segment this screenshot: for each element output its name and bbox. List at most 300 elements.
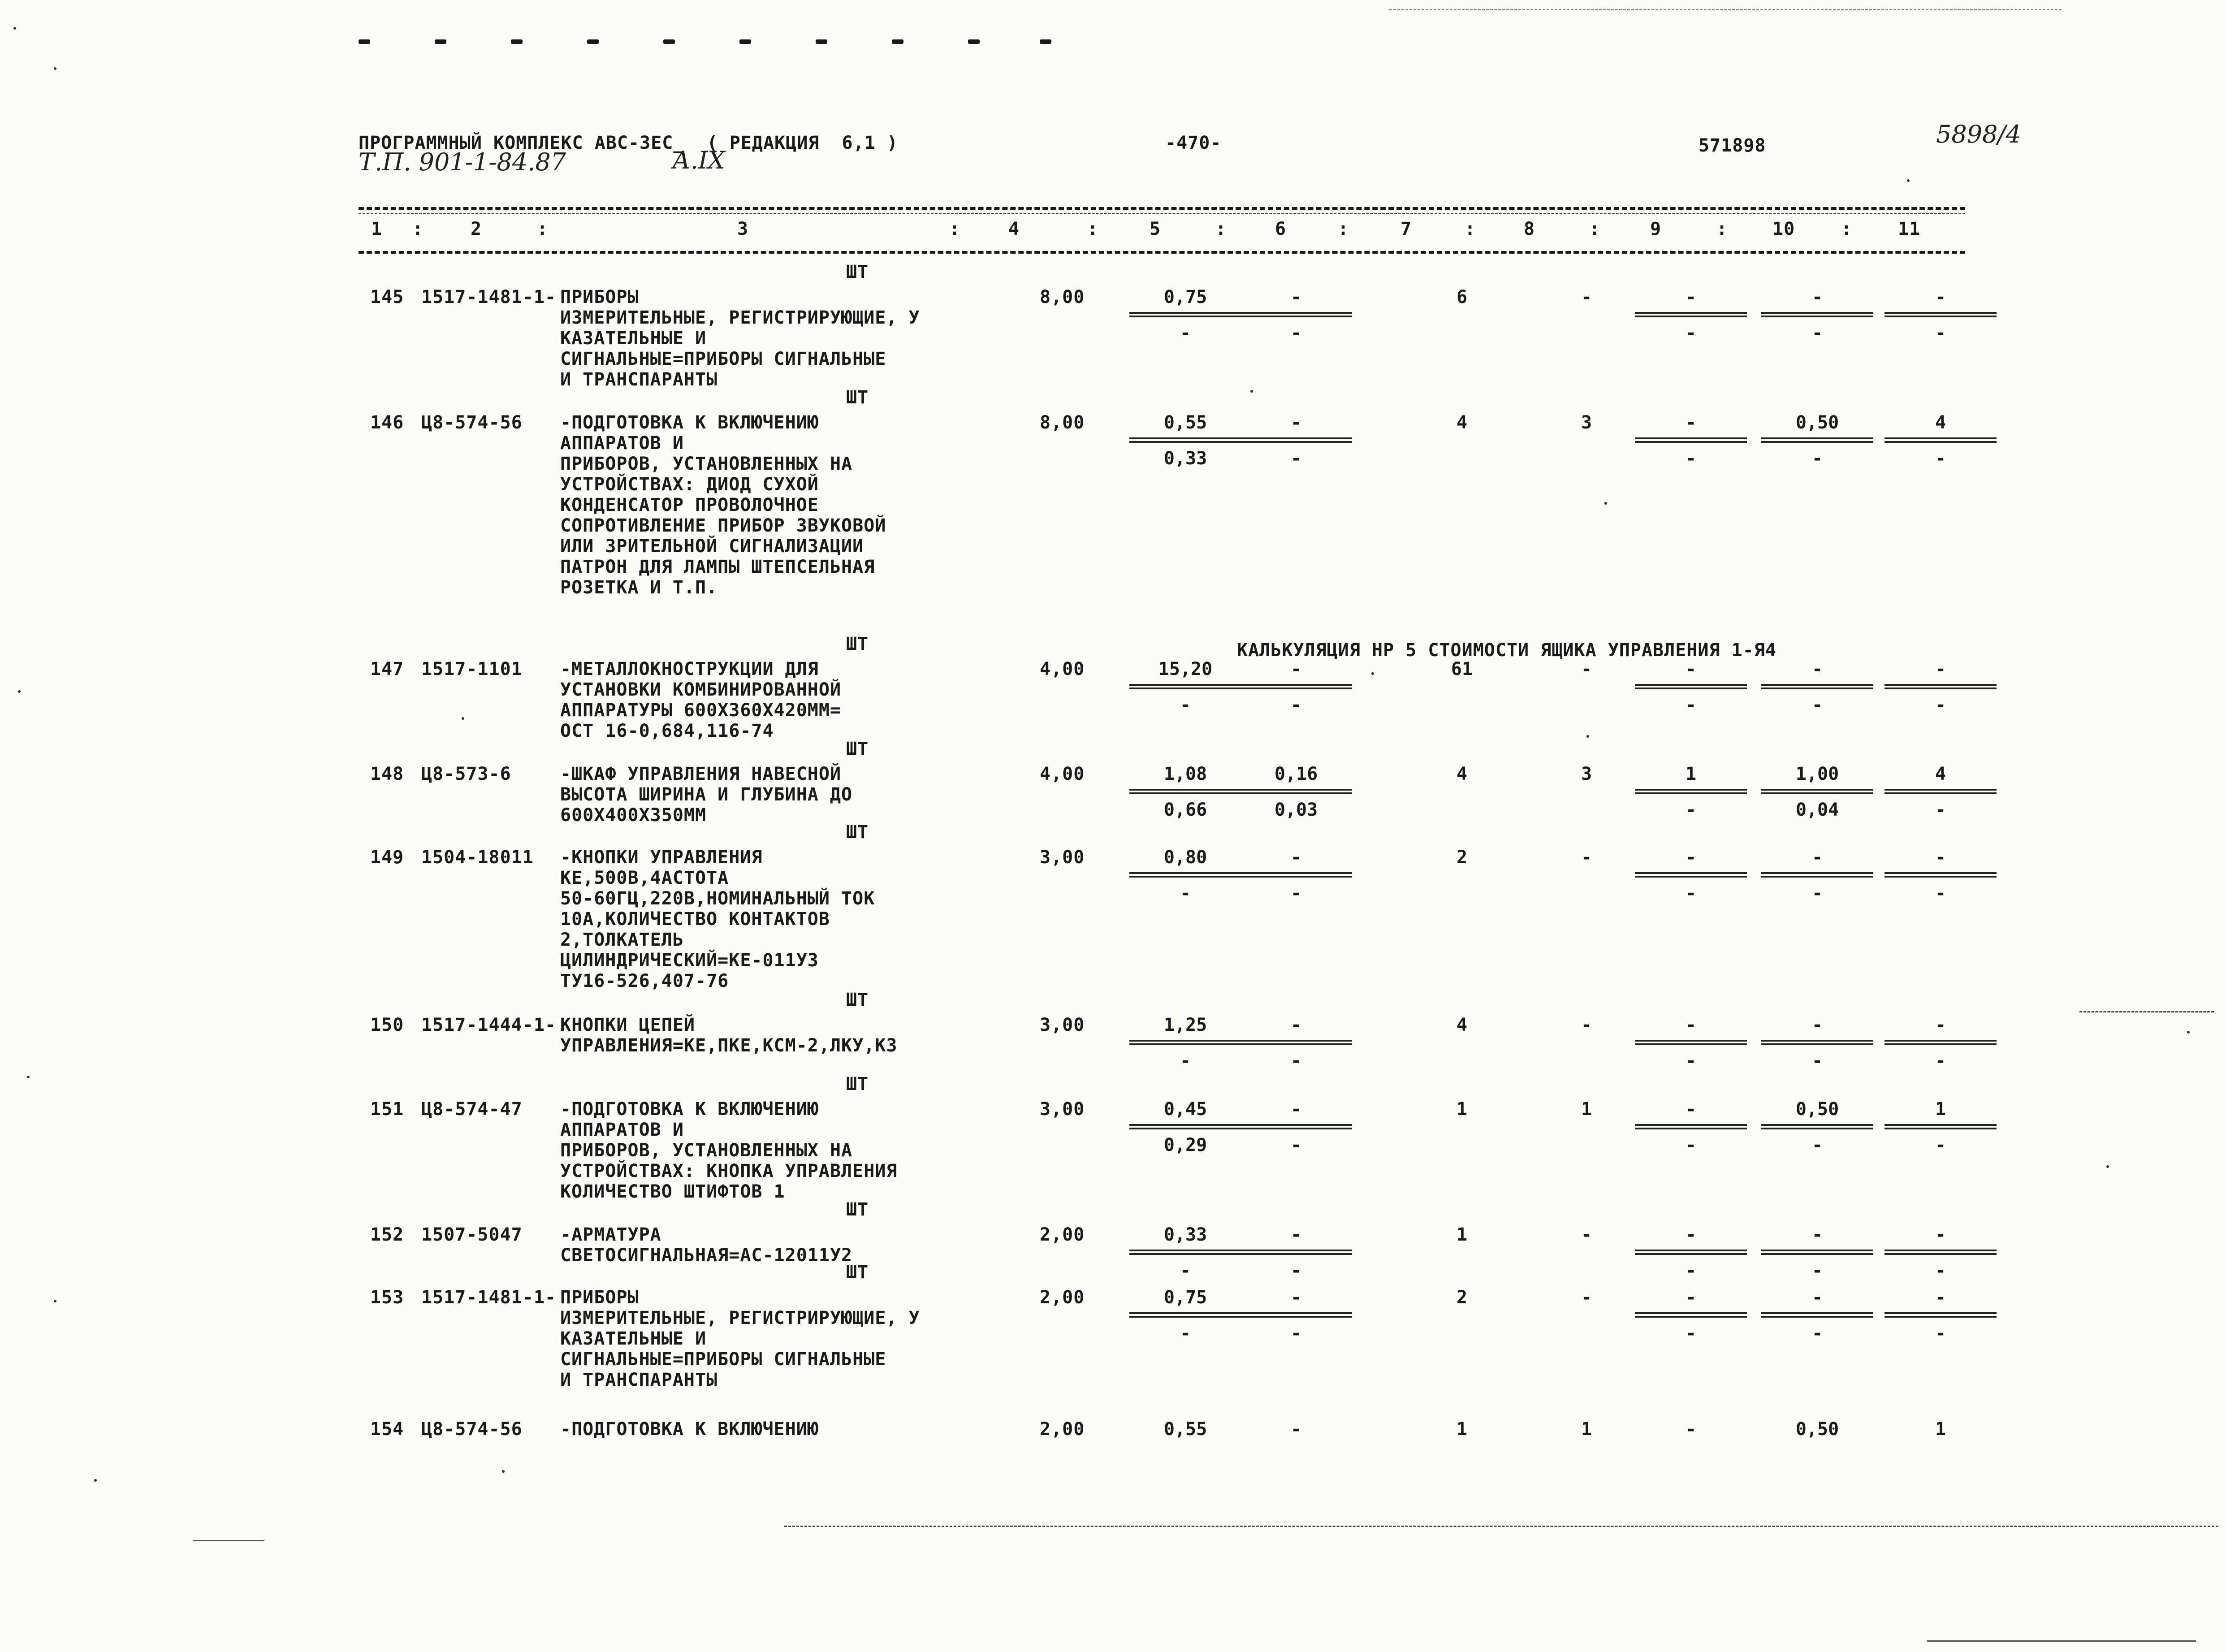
cell-underline: [1885, 1040, 1997, 1042]
col5-value-secondary: 0,33: [1163, 448, 1207, 469]
item-quantity: 2,00: [1040, 1419, 1085, 1440]
column-header: 11: [1898, 219, 1921, 239]
cell-underline: [1761, 1250, 1873, 1251]
cell-underline: [1240, 876, 1352, 878]
item-number: 147: [370, 659, 404, 679]
item-unit: ШТ: [846, 739, 869, 759]
cell-underline: [1761, 1316, 1873, 1318]
cell-underline: [1635, 688, 1747, 689]
col9-value-secondary: -: [1685, 1135, 1697, 1155]
cell-underline: [1635, 441, 1747, 443]
col6-value-secondary: -: [1290, 1323, 1302, 1344]
column-header: 4: [1008, 219, 1020, 239]
col10-value-secondary: 0,04: [1795, 800, 1839, 820]
col11-value-secondary: -: [1935, 323, 1946, 343]
col11-value: -: [1935, 847, 1946, 868]
cell-underline: [1129, 876, 1241, 878]
item-code: Ц8-574-56: [421, 1419, 523, 1440]
cell-underline: [1635, 792, 1747, 794]
cell-underline: [1885, 876, 1997, 878]
column-separator: :: [1589, 219, 1601, 239]
cell-underline: [1885, 872, 1997, 874]
col11-value: 4: [1935, 412, 1946, 433]
column-separator: :: [1087, 219, 1099, 239]
col8-value: 1: [1581, 1419, 1592, 1440]
item-code: Ц8-573-6: [421, 764, 511, 784]
item-description-line: КАЗАТЕЛЬНЫЕ И: [560, 1328, 707, 1349]
cell-underline: [1129, 312, 1241, 314]
column-header: 3: [737, 219, 749, 239]
item-description-line: 2,ТОЛКАТЕЛЬ: [560, 930, 684, 950]
item-description-line: УСТРОЙСТВАХ: КНОПКА УПРАВЛЕНИЯ: [560, 1161, 898, 1181]
item-description-line: СВЕТОСИГНАЛЬНАЯ=АС-12011У2: [560, 1245, 853, 1266]
col6-value-secondary: -: [1290, 883, 1302, 904]
col11-value: -: [1935, 1224, 1946, 1245]
item-description-line: -МЕТАЛЛОКНОСТРУКЦИИ ДЛЯ: [560, 659, 819, 679]
item-description-line: АППАРАТОВ И: [560, 433, 684, 454]
item-quantity: 3,00: [1040, 847, 1085, 868]
cell-underline: [1129, 316, 1241, 317]
col9-value: -: [1685, 1099, 1697, 1120]
header-rule-top-2: [359, 213, 1965, 214]
item-description-line: СИГНАЛЬНЫЕ=ПРИБОРЫ СИГНАЛЬНЫЕ: [560, 349, 886, 369]
cell-underline: [1635, 684, 1747, 686]
cell-underline: [1761, 1128, 1873, 1129]
cell-underline: [1240, 1312, 1352, 1314]
column-separator: :: [1465, 219, 1476, 239]
col6-value: -: [1290, 1287, 1302, 1308]
cell-underline: [1885, 789, 1997, 791]
col5-value: 0,45: [1163, 1099, 1207, 1120]
cell-underline: [1240, 316, 1352, 317]
item-description-line: И ТРАНСПАРАНТЫ: [560, 369, 718, 390]
col11-value-secondary: -: [1935, 1135, 1946, 1155]
cell-underline: [1129, 1312, 1241, 1314]
cell-underline: [1240, 688, 1352, 689]
item-code: 1504-18011: [421, 847, 534, 868]
item-description-line: ПАТРОН ДЛЯ ЛАМПЫ ШТЕПСЕЛЬНАЯ: [560, 557, 875, 577]
cell-underline: [1635, 1040, 1747, 1042]
cell-underline: [1635, 1043, 1747, 1045]
col8-value: -: [1581, 847, 1592, 868]
cell-underline: [1761, 1312, 1873, 1314]
col5-value-secondary: -: [1180, 1323, 1191, 1344]
col6-value: 0,16: [1274, 764, 1318, 784]
item-description-line: КОНДЕНСАТОР ПРОВОЛОЧНОЕ: [560, 495, 819, 515]
item-code: 1517-1481-1-: [421, 1287, 556, 1308]
item-description-line: УПРАВЛЕНИЯ=КЕ,ПКЕ,КСМ-2,ЛКУ,КЗ: [560, 1035, 898, 1056]
column-separator: :: [1841, 219, 1853, 239]
handwritten-album: А.IX: [672, 146, 725, 174]
col9-value-secondary: -: [1685, 1323, 1697, 1344]
column-header: 8: [1524, 219, 1535, 239]
col8-value: -: [1581, 287, 1592, 307]
item-unit: ШТ: [846, 822, 869, 843]
cell-underline: [1240, 789, 1352, 791]
item-quantity: 4,00: [1040, 764, 1085, 784]
col5-value: 0,75: [1163, 287, 1207, 307]
cell-underline: [1761, 872, 1873, 874]
item-description-line: РОЗЕТКА И Т.П.: [560, 577, 718, 598]
col7-value: 4: [1456, 764, 1468, 784]
item-code: 1517-1101: [421, 659, 523, 679]
col10-value: -: [1811, 1015, 1823, 1035]
item-number: 150: [370, 1015, 404, 1035]
cell-underline: [1761, 1043, 1873, 1045]
col5-value-secondary: -: [1180, 883, 1191, 904]
cell-underline: [1635, 1124, 1747, 1126]
col10-value: -: [1811, 1224, 1823, 1245]
item-number: 146: [370, 412, 404, 433]
cell-underline: [1885, 1128, 1997, 1129]
cell-underline: [1129, 789, 1241, 791]
col7-value: 1: [1456, 1419, 1468, 1440]
column-header: 10: [1772, 219, 1795, 239]
col9-value-secondary: -: [1685, 448, 1697, 469]
cell-underline: [1761, 441, 1873, 443]
page-number: -470-: [1165, 133, 1222, 153]
col7-value: 4: [1456, 1015, 1468, 1035]
cell-underline: [1129, 1253, 1241, 1255]
col11-value: -: [1935, 287, 1946, 307]
cell-underline: [1885, 1312, 1997, 1314]
col10-value-secondary: -: [1811, 1260, 1823, 1281]
cell-underline: [1761, 684, 1873, 686]
cell-underline: [1635, 872, 1747, 874]
col5-value-secondary: -: [1180, 1051, 1191, 1071]
item-number: 152: [370, 1224, 404, 1245]
item-code: 1507-5047: [421, 1224, 523, 1245]
cell-underline: [1885, 1316, 1997, 1318]
column-separator: :: [412, 219, 424, 239]
item-description-line: -ПОДГОТОВКА К ВКЛЮЧЕНИЮ: [560, 412, 819, 433]
item-quantity: 2,00: [1040, 1287, 1085, 1308]
col6-value: -: [1290, 1224, 1302, 1245]
item-description-line: КНОПКИ ЦЕПЕЙ: [560, 1015, 695, 1035]
cell-underline: [1129, 684, 1241, 686]
cell-underline: [1635, 789, 1747, 791]
item-description-line: ИЗМЕРИТЕЛЬНЫЕ, РЕГИСТРИРУЮЩИЕ, У: [560, 1308, 920, 1328]
col6-value-secondary: -: [1290, 1051, 1302, 1071]
cell-underline: [1885, 1043, 1997, 1045]
cell-underline: [1885, 1250, 1997, 1251]
col8-value: -: [1581, 1015, 1592, 1035]
item-code: Ц8-574-47: [421, 1099, 523, 1120]
col9-value-secondary: -: [1685, 1260, 1697, 1281]
header-rule-top: [359, 207, 1965, 210]
col5-value: 1,08: [1163, 764, 1207, 784]
cell-underline: [1240, 1128, 1352, 1129]
cell-underline: [1240, 1316, 1352, 1318]
item-description-line: -ШКАФ УПРАВЛЕНИЯ НАВЕСНОЙ: [560, 764, 842, 784]
cell-underline: [1761, 1124, 1873, 1126]
item-quantity: 8,00: [1040, 287, 1085, 307]
col5-value-secondary: -: [1180, 323, 1191, 343]
document-code: 571898: [1699, 135, 1766, 156]
col10-value: 0,50: [1795, 1419, 1839, 1440]
col10-value-secondary: -: [1811, 448, 1823, 469]
col8-value: -: [1581, 1224, 1592, 1245]
col10-value: -: [1811, 1287, 1823, 1308]
cell-underline: [1885, 441, 1997, 443]
col11-value: 1: [1935, 1099, 1946, 1120]
cell-underline: [1885, 792, 1997, 794]
col10-value: 0,50: [1795, 1099, 1839, 1120]
cell-underline: [1635, 1312, 1747, 1314]
col9-value: -: [1685, 1015, 1697, 1035]
col5-value: 0,80: [1163, 847, 1207, 868]
cell-underline: [1885, 688, 1997, 689]
right-edge-mark: [2079, 1011, 2214, 1012]
item-unit: ШТ: [846, 1262, 869, 1283]
item-quantity: 3,00: [1040, 1015, 1085, 1035]
cell-underline: [1635, 316, 1747, 317]
column-separator: :: [537, 219, 549, 239]
cell-underline: [1240, 1253, 1352, 1255]
cell-underline: [1240, 792, 1352, 794]
item-description-line: -ПОДГОТОВКА К ВКЛЮЧЕНИЮ: [560, 1419, 819, 1440]
item-description-line: ПРИБОРОВ, УСТАНОВЛЕННЫХ НА: [560, 1140, 853, 1161]
item-description-line: КЕ,500В,4АСТОТА: [560, 868, 729, 888]
col8-value: -: [1581, 1287, 1592, 1308]
cell-underline: [1129, 1128, 1241, 1129]
cell-underline: [1129, 1043, 1241, 1045]
col6-value-secondary: -: [1290, 1260, 1302, 1281]
item-unit: ШТ: [846, 1074, 869, 1094]
col7-value: 2: [1456, 847, 1468, 868]
bottom-left-line: [193, 1540, 264, 1541]
top-edge-line: [1389, 9, 2062, 10]
col5-value: 0,75: [1163, 1287, 1207, 1308]
col5-value-secondary: 0,29: [1163, 1135, 1207, 1155]
col11-value: 4: [1935, 764, 1946, 784]
cell-underline: [1129, 792, 1241, 794]
cell-underline: [1635, 312, 1747, 314]
col11-value-secondary: -: [1935, 1323, 1946, 1344]
col11-value-secondary: -: [1935, 800, 1946, 820]
col11-value: -: [1935, 1287, 1946, 1308]
col6-value: -: [1290, 287, 1302, 307]
item-code: Ц8-574-56: [421, 412, 523, 433]
column-header: 7: [1400, 219, 1412, 239]
header-rule-bottom: [359, 251, 1965, 254]
cell-underline: [1240, 684, 1352, 686]
col11-value: -: [1935, 659, 1946, 679]
col5-value-secondary: 0,66: [1163, 800, 1207, 820]
col6-value: -: [1290, 412, 1302, 433]
item-description-line: УСТАНОВКИ КОМБИНИРОВАННОЙ: [560, 679, 842, 700]
col9-value: -: [1685, 1224, 1697, 1245]
cell-underline: [1240, 1043, 1352, 1045]
col6-value: -: [1290, 1015, 1302, 1035]
item-description-line: ПРИБОРЫ: [560, 1287, 639, 1308]
col5-value: 15,20: [1158, 659, 1213, 679]
cell-underline: [1761, 437, 1873, 439]
item-description-line: ПРИБОРЫ: [560, 287, 639, 307]
bottom-rule: [784, 1526, 2218, 1527]
item-description-line: ЦИЛИНДРИЧЕСКИЙ=КЕ-011У3: [560, 950, 819, 971]
item-description-line: ОСТ 16-0,684,116-74: [560, 721, 774, 741]
cell-underline: [1129, 1040, 1241, 1042]
col6-value-secondary: -: [1290, 323, 1302, 343]
col8-value: 3: [1581, 412, 1592, 433]
column-separator: :: [1338, 219, 1349, 239]
item-description-line: АППАРАТУРЫ 600Х360Х420ММ=: [560, 700, 842, 721]
cell-underline: [1761, 1253, 1873, 1255]
cell-underline: [1885, 684, 1997, 686]
column-header: 2: [471, 219, 482, 239]
col11-value: -: [1935, 1015, 1946, 1035]
col10-value: -: [1811, 847, 1823, 868]
item-description-line: -ПОДГОТОВКА К ВКЛЮЧЕНИЮ: [560, 1099, 819, 1120]
cell-underline: [1885, 1124, 1997, 1126]
item-quantity: 2,00: [1040, 1224, 1085, 1245]
col8-value: 3: [1581, 764, 1592, 784]
col6-value: -: [1290, 659, 1302, 679]
col11-value-secondary: -: [1935, 695, 1946, 715]
column-header: 5: [1150, 219, 1161, 239]
cell-underline: [1635, 876, 1747, 878]
col7-value: 1: [1456, 1099, 1468, 1120]
col10-value: 1,00: [1795, 764, 1839, 784]
cell-underline: [1635, 437, 1747, 439]
cell-underline: [1885, 316, 1997, 317]
item-quantity: 4,00: [1040, 659, 1085, 679]
item-description-line: КАЗАТЕЛЬНЫЕ И: [560, 328, 707, 349]
col9-value: 1: [1685, 764, 1697, 784]
cell-underline: [1761, 316, 1873, 317]
item-description-line: АППАРАТОВ И: [560, 1120, 684, 1140]
col11-value-secondary: -: [1935, 448, 1946, 469]
col8-value: -: [1581, 659, 1592, 679]
item-description-line: -КНОПКИ УПРАВЛЕНИЯ: [560, 847, 763, 868]
program-header: ПРОГРАММНЫЙ КОМПЛЕКС АВС-3ЕС_ ( РЕДАКЦИЯ 6,1 ): [359, 133, 898, 153]
col11-value-secondary: -: [1935, 1260, 1946, 1281]
handwritten-project-number: Т.П. 901-1-84.87: [359, 148, 566, 176]
col10-value-secondary: -: [1811, 695, 1823, 715]
cell-underline: [1761, 876, 1873, 878]
col7-value: 1: [1456, 1224, 1468, 1245]
column-header: 9: [1650, 219, 1662, 239]
cell-underline: [1129, 437, 1241, 439]
item-number: 153: [370, 1287, 404, 1308]
cell-underline: [1635, 1250, 1747, 1251]
item-number: 145: [370, 287, 404, 307]
item-number: 149: [370, 847, 404, 868]
cell-underline: [1129, 1124, 1241, 1126]
item-unit: ШТ: [846, 634, 869, 654]
column-header: 1: [371, 219, 383, 239]
cell-underline: [1129, 688, 1241, 689]
col11-value-secondary: -: [1935, 1051, 1946, 1071]
col5-value-secondary: -: [1180, 1260, 1191, 1281]
item-unit: ШТ: [846, 387, 869, 408]
col6-value-secondary: 0,03: [1274, 800, 1318, 820]
item-description-line: ИЗМЕРИТЕЛЬНЫЕ, РЕГИСТРИРУЮЩИЕ, У: [560, 307, 920, 328]
col7-value: 4: [1456, 412, 1468, 433]
cell-underline: [1761, 792, 1873, 794]
item-description-line: И ТРАНСПАРАНТЫ: [560, 1370, 718, 1390]
col6-value-secondary: -: [1290, 695, 1302, 715]
col9-value: -: [1685, 287, 1697, 307]
item-description-line: ИЛИ ЗРИТЕЛЬНОЙ СИГНАЛИЗАЦИИ: [560, 536, 864, 557]
cell-underline: [1240, 437, 1352, 439]
cell-underline: [1635, 1128, 1747, 1129]
item-unit: ШТ: [846, 262, 869, 282]
col6-value-secondary: -: [1290, 1135, 1302, 1155]
column-separator: :: [1215, 219, 1227, 239]
col9-value: -: [1685, 659, 1697, 679]
col8-value: 1: [1581, 1099, 1592, 1120]
col10-value-secondary: -: [1811, 323, 1823, 343]
col5-value: 0,55: [1163, 412, 1207, 433]
cell-underline: [1885, 1253, 1997, 1255]
item-description-line: ВЫСОТА ШИРИНА И ГЛУБИНА ДО: [560, 784, 853, 805]
item-description-line: -АРМАТУРА: [560, 1224, 661, 1245]
col11-value-secondary: -: [1935, 883, 1946, 904]
item-description-line: УСТРОЙСТВАХ: ДИОД СУХОЙ: [560, 474, 819, 495]
cell-underline: [1240, 1250, 1352, 1251]
col9-value-secondary: -: [1685, 800, 1697, 820]
col6-value: -: [1290, 1099, 1302, 1120]
col9-value: -: [1685, 847, 1697, 868]
item-description-line: 600Х400Х350ММ: [560, 805, 707, 826]
item-quantity: 8,00: [1040, 412, 1085, 433]
item-description-line: СОПРОТИВЛЕНИЕ ПРИБОР ЗВУКОВОЙ: [560, 515, 886, 536]
cell-underline: [1240, 1040, 1352, 1042]
col6-value: -: [1290, 1419, 1302, 1440]
col6-value: -: [1290, 847, 1302, 868]
cell-underline: [1761, 312, 1873, 314]
column-separator: :: [1716, 219, 1728, 239]
col7-value: 61: [1451, 659, 1473, 679]
column-header: 6: [1275, 219, 1287, 239]
item-number: 151: [370, 1099, 404, 1120]
section-heading: КАЛЬКУЛЯЦИЯ НР 5 СТОИМОСТИ ЯЩИКА УПРАВЛЕНИЯ 1-Я4: [1237, 640, 1776, 661]
cell-underline: [1240, 1124, 1352, 1126]
col10-value-secondary: -: [1811, 1135, 1823, 1155]
col11-value: 1: [1935, 1419, 1946, 1440]
cell-underline: [1761, 789, 1873, 791]
cell-underline: [1129, 872, 1241, 874]
cell-underline: [1129, 1250, 1241, 1251]
cell-underline: [1129, 1316, 1241, 1318]
cell-underline: [1240, 441, 1352, 443]
handwritten-sheet-number: 5898/4: [1936, 120, 2021, 148]
col7-value: 2: [1456, 1287, 1468, 1308]
item-code: 1517-1481-1-: [421, 287, 556, 307]
col9-value-secondary: -: [1685, 1051, 1697, 1071]
item-description-line: СИГНАЛЬНЫЕ=ПРИБОРЫ СИГНАЛЬНЫЕ: [560, 1349, 886, 1370]
col9-value-secondary: -: [1685, 323, 1697, 343]
col9-value: -: [1685, 1419, 1697, 1440]
item-description-line: 10А,КОЛИЧЕСТВО КОНТАКТОВ: [560, 909, 830, 930]
item-description-line: ПРИБОРОВ, УСТАНОВЛЕННЫХ НА: [560, 454, 853, 474]
bottom-right-line: [1927, 1640, 2196, 1642]
cell-underline: [1761, 688, 1873, 689]
col9-value: -: [1685, 412, 1697, 433]
cell-underline: [1635, 1253, 1747, 1255]
item-unit: ШТ: [846, 1199, 869, 1220]
col5-value: 0,33: [1163, 1224, 1207, 1245]
col10-value-secondary: -: [1811, 883, 1823, 904]
col10-value: 0,50: [1795, 412, 1839, 433]
col5-value-secondary: -: [1180, 695, 1191, 715]
col10-value: -: [1811, 659, 1823, 679]
cell-underline: [1240, 312, 1352, 314]
col10-value: -: [1811, 287, 1823, 307]
col9-value-secondary: -: [1685, 883, 1697, 904]
